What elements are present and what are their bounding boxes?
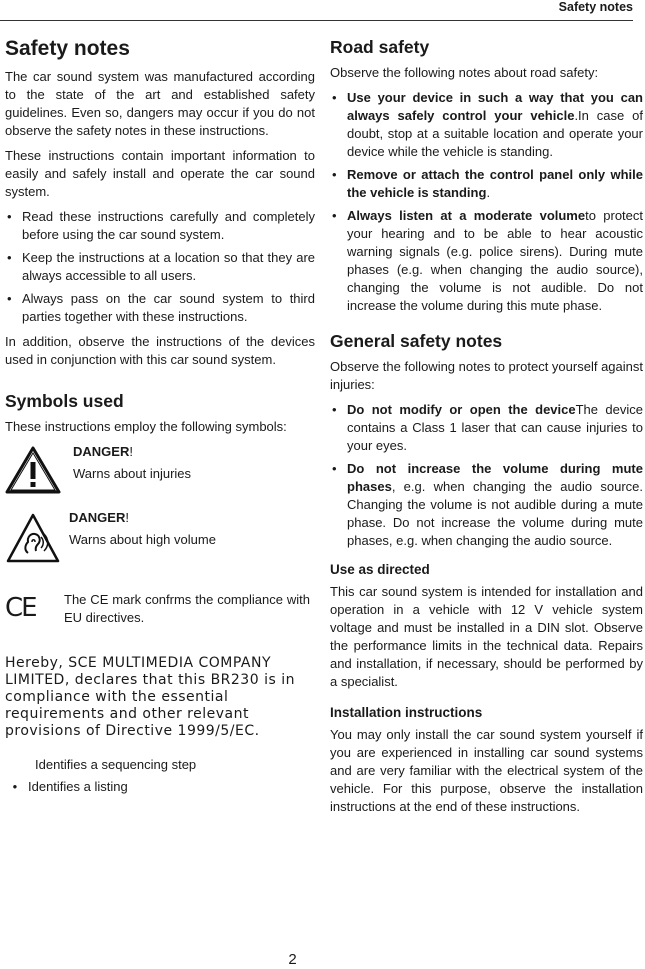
list-item: • Read these instructions carefully and completely before using the car sound system.: [5, 208, 315, 244]
danger-label: DANGER: [69, 510, 126, 525]
symbol-description: Warns about high volume: [69, 532, 216, 547]
listing-note: [9, 778, 315, 796]
list-item: [330, 460, 643, 550]
symbol-danger-volume: [5, 509, 315, 585]
road-safety-list: [330, 89, 643, 315]
list-item-text: , e.g. when changing the audio source. Changing the volume is not audible during a mute phase. Do not increase the volume during mute phases, e.g. when changing the audio source.: [347, 479, 643, 548]
road-safety-intro: Observe the following notes about road safety:: [330, 65, 599, 80]
list-item-lead: Do not modify or open the device: [347, 402, 576, 417]
declaration-of-conformity: Hereby, SCE MULTIMEDIA COMPANY LIMITED, declares that this BR230 is in compliance with the essential requirements and other relevant provisions of Directive 1999/5/EC.: [5, 655, 295, 739]
page-number: 2: [288, 951, 297, 968]
list-item-text: to protect your hearing and to be able to hear acoustic warning signals (e.g. police sirens). During mute phases (e.g. when changing the audio source), changing the volume is not audible. Do not increase the volume during this mute phase.: [347, 208, 643, 313]
use-as-directed-heading: Use as directed: [330, 562, 430, 577]
list-item-lead: Always listen at a moderate volume: [347, 208, 586, 223]
listing-note-text: Identifies a listing: [28, 779, 128, 794]
list-item-text: .: [486, 185, 491, 200]
installation-text: You may only install the car sound system yourself if you are experienced in installing car sound systems and are very familiar with the electrical system of the vehicle. For this purpose, observe the installation instructions at the end of these instructions.: [330, 727, 643, 814]
list-item: • Always pass on the car sound system to third parties together with these instructions.: [5, 290, 315, 326]
installation-heading: Installation instructions: [330, 705, 483, 720]
ce-mark-icon: CE: [5, 593, 36, 623]
danger-excl: !: [125, 510, 129, 525]
ear-warning-icon: [5, 511, 61, 570]
list-item-text: .In case of doubt, stop at a suitable location and operate your device while the vehicle is standing.: [347, 108, 643, 159]
intro-paragraph-1: The car sound system was manufactured according to the state of the art and established safety guidelines. Even so, dangers may occur if you do not observe the safety notes in these instructions.: [5, 69, 315, 138]
warning-triangle-icon: [5, 445, 61, 500]
symbol-description: Warns about injuries: [73, 466, 192, 481]
road-safety-heading: Road safety: [330, 37, 430, 57]
list-item: • Keep the instructions at a location so that they are always accessible to all users.: [5, 249, 315, 285]
general-safety-heading: General safety notes: [330, 331, 503, 351]
header-rule: [0, 20, 633, 21]
general-safety-intro: Observe the following notes to protect yourself against injuries:: [330, 359, 643, 392]
right-column: [330, 36, 643, 823]
general-safety-list: [330, 401, 643, 550]
danger-label: DANGER: [73, 444, 130, 459]
ce-symbol-row: [5, 591, 315, 645]
list-item: [330, 207, 643, 315]
page-title: Safety notes: [5, 37, 130, 60]
symbols-intro: These instructions employ the following symbols:: [5, 419, 287, 434]
list-item-text: The device contains a Class 1 laser that can cause injuries to your eyes.: [347, 402, 643, 453]
use-as-directed-text: This car sound system is intended for installation and operation in a vehicle with 12 V vehicle system voltage and must be installed in a DIN slot. Observe the performance limits in the technical data. Repairs and installation, if necessary, should be performed by a specialist.: [330, 584, 643, 689]
page-header: [0, 0, 645, 22]
symbol-text: [73, 443, 191, 483]
list-item: [330, 166, 643, 202]
list-item-lead: Use your device in such a way that you can always safely control your vehicle: [347, 90, 643, 123]
bullet-icon: •: [9, 779, 28, 794]
list-item: [330, 401, 643, 455]
running-header-title: Safety notes: [558, 0, 633, 14]
sequencing-step-note: Identifies a sequencing step: [35, 757, 197, 772]
list-item: [330, 89, 643, 161]
danger-excl: !: [129, 444, 133, 459]
list-item-lead: Remove or attach the control panel only while the vehicle is standing: [347, 167, 643, 200]
symbol-danger-injuries: [5, 443, 315, 509]
intro-paragraph-2: These instructions contain important information to easily and safely install and operate the car sound system.: [5, 148, 315, 199]
symbols-heading: Symbols used: [5, 391, 124, 411]
ce-text: The CE mark confrms the compliance with EU directives.: [64, 592, 310, 625]
addition-paragraph: In addition, observe the instructions of the devices used in conjunction with this car sound system.: [5, 334, 315, 367]
symbol-text: [69, 509, 216, 549]
intro-list: [5, 208, 315, 326]
left-column: [5, 36, 315, 796]
list-item-lead: Do not increase the volume during mute phases: [347, 461, 643, 494]
